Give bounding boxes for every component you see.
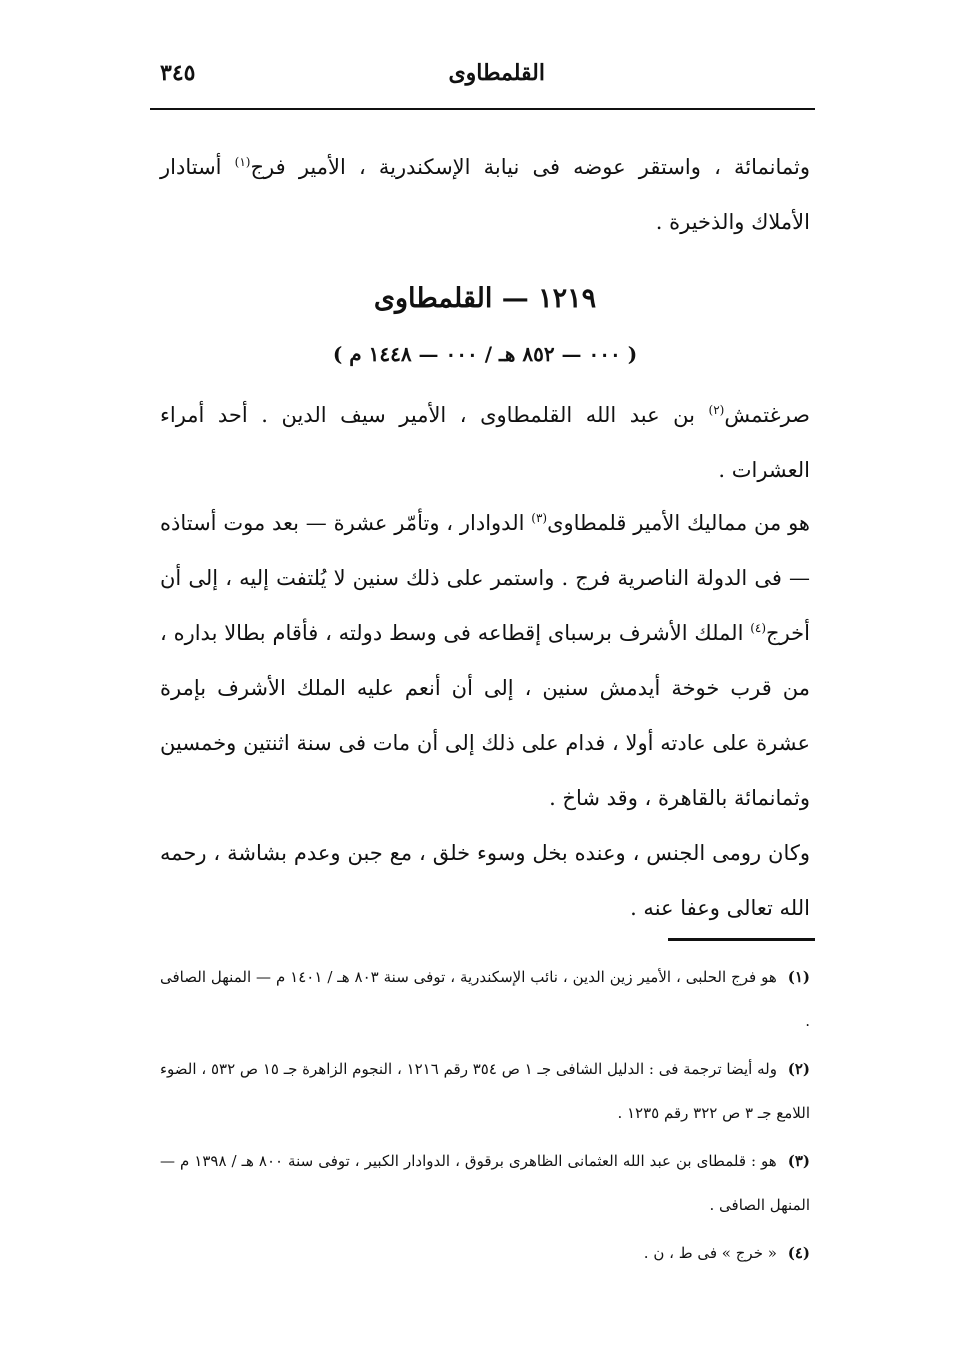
entry-heading: ١٢١٩ — القلمطاوى: [373, 283, 597, 314]
entry-dates: ( ٠٠٠ — ٨٥٢ هـ / ٠٠٠ — ١٤٤٨ م ): [332, 342, 638, 366]
footnote: [160, 955, 810, 1043]
entry-p2-text-c: الملك الأشرف برسباى إقطاعه فى وسط دولته ، فأقام بطالا بداره ، من قرب خوخة أيدمش سنين ، إلى أن أنعم عليه الملك الأشرف بإمرة عشرة على عادته أولا ، فدام على ذلك إلى أن مات فى سنة اثنتين وخمسين وثمانمائة بالقاهرة ، وقد شاخ .: [160, 621, 810, 810]
footnote-number: (١): [787, 968, 810, 986]
entry-name: صرغتمش: [724, 403, 810, 427]
footnote-mark-1: (١): [234, 155, 251, 169]
footnote-mark-2: (٢): [708, 403, 725, 417]
footnote-mark-3: (٣): [531, 511, 548, 525]
footnote-text: هو : قلمطاى بن عبد الله العثمانى الظاهرى برقوق ، الدوادار الكبير ، توفى سنة ٨٠٠ هـ / ١٣٩٨ م — المنهل الصافى .: [160, 1152, 810, 1214]
entry-p2-text-b: الدوادار ، وتأمّر عشرة — بعد موت أستاذه — فى الدولة الناصرية فرج . واستمر على ذلك سنين لا يُلتفت إليه ، إلى أن أخرج: [160, 511, 810, 645]
footnote-rule: [668, 938, 815, 941]
footnotes: [160, 955, 810, 1279]
entry-p3-text: وكان رومى الجنس ، وعنده بخل وسوء خلق ، مع جبن وعدم بشاشة ، رحمه الله تعالى وعفا عنه .: [160, 841, 810, 920]
intro-text-end: أستادار الأملاك والذخيرة .: [160, 155, 810, 234]
intro-paragraph: [160, 140, 810, 250]
footnote-number: (٣): [787, 1152, 810, 1170]
header-rule: [150, 108, 815, 110]
footnote: [160, 1231, 810, 1275]
footnote-number: (٤): [787, 1244, 810, 1262]
footnote-text: « خرج » فى ط ، ن .: [643, 1244, 777, 1262]
footnote-mark-4: (٤): [750, 621, 767, 635]
entry-p2-text-a: هو من مماليك الأمير قلمطاوى: [547, 511, 810, 535]
entry-p1-text: بن عبد الله القلمطاوى ، الأمير سيف الدين . أحد أمراء العشرات .: [160, 403, 810, 482]
entry-paragraph-1: [160, 388, 810, 498]
running-title: القلمطاوى: [448, 60, 545, 86]
entry-paragraph-3: [160, 826, 810, 936]
page-number: ٣٤٥: [160, 60, 196, 86]
page-header: [150, 58, 815, 98]
intro-text-start: وثمانمائة ، واستقر عوضه فى نيابة الإسكندرية ، الأمير فرج: [250, 155, 811, 179]
footnote-text: هو فرج الحلبى ، الأمير زين الدين ، نائب الإسكندرية ، توفى سنة ٨٠٣ هـ / ١٤٠١ م — المنهل الصافى .: [160, 968, 810, 1030]
footnote-text: وله أيضا ترجمة فى : الدليل الشافى جـ ١ ص ٣٥٤ رقم ١٢١٦ ، النجوم الزاهرة جـ ١٥ ص ٥٣٢ ، الضوء اللامع جـ ٣ ص ٣٢٢ رقم ١٢٣٥ .: [160, 1060, 810, 1122]
footnote: [160, 1047, 810, 1135]
entry-paragraph-2: [160, 496, 810, 826]
footnote-number: (٢): [787, 1060, 811, 1078]
footnote: [160, 1139, 810, 1227]
